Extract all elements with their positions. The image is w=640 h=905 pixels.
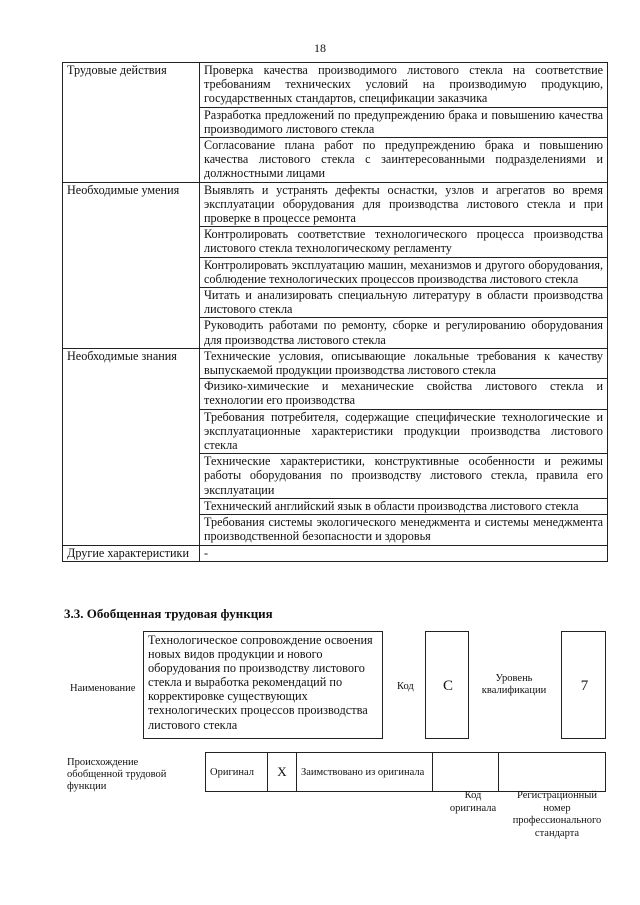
code-caption: Код оригинала bbox=[449, 790, 497, 814]
row-item: Читать и анализировать специальную литературу в области производства листового стекла bbox=[200, 288, 608, 318]
table-row bbox=[63, 545, 608, 561]
borrowed-label: Заимствовано из оригинала bbox=[297, 753, 433, 792]
row-item: Требования системы экологического менеджмента и системы менеджмента производственной безопасности и здоровья bbox=[200, 515, 608, 545]
row-label: Необходимые умения bbox=[63, 182, 200, 348]
table-row bbox=[63, 63, 608, 108]
code-value: C bbox=[442, 678, 453, 694]
row-label: Другие характеристики bbox=[63, 545, 200, 561]
page-number: 18 bbox=[314, 41, 326, 55]
row-label: Необходимые знания bbox=[63, 348, 200, 545]
row-item: Руководить работами по ремонту, сборке и регулированию оборудования для производства листового стекла bbox=[200, 318, 608, 348]
level-label: Уровень квалификации bbox=[481, 673, 547, 696]
function-name-box bbox=[143, 631, 383, 739]
labor-function-table bbox=[62, 62, 608, 562]
row-item: Контролировать эксплуатацию машин, механизмов и другого оборудования, соблюдение технологических процессов производства листового стекла bbox=[200, 257, 608, 287]
section-heading: 3.3. Обобщенная трудовая функция bbox=[64, 606, 273, 621]
level-value: 7 bbox=[580, 678, 589, 694]
origin-code-cell bbox=[433, 753, 499, 792]
level-box bbox=[561, 631, 606, 739]
reg-number-cell bbox=[499, 753, 606, 792]
row-item: Технические условия, описывающие локальные требования к качеству выпускаемой продукции производства листового стекла bbox=[200, 348, 608, 378]
row-item: Выявлять и устранять дефекты оснастки, узлов и агрегатов во время эксплуатации оборудования для производства листового стекла и при проверке в процессе ремонта bbox=[200, 182, 608, 227]
reg-caption: Регистрационный номер профессионального стандарта bbox=[512, 790, 602, 839]
row-item: Проверка качества производимого листового стекла на соответствие требованиям технических условий на производимую продукцию, государственных стандартов, спецификации заказчика bbox=[200, 63, 608, 108]
row-item: Технический английский язык в области производства листового стекла bbox=[200, 498, 608, 514]
origin-table bbox=[205, 752, 606, 792]
origin-label: Происхождение обобщенной трудовой функции bbox=[67, 757, 167, 792]
original-mark: X bbox=[268, 753, 297, 792]
table-row bbox=[63, 348, 608, 378]
original-label: Оригинал bbox=[206, 753, 268, 792]
row-item: Контролировать соответствие технологического процесса производства листового стекла технологическому регламенту bbox=[200, 227, 608, 257]
row-item: Технические характеристики, конструктивные особенности и режимы работы оборудования по производству листового стекла, правила его эксплуатации bbox=[200, 454, 608, 499]
code-box bbox=[425, 631, 469, 739]
row-item: - bbox=[200, 545, 608, 561]
row-item: Физико-химические и механические свойства листового стекла и технологии его производства bbox=[200, 379, 608, 409]
row-item: Согласование плана работ по предупреждению брака и повышению качества листового стекла с заинтересованными подразделениями и должностными лицами bbox=[200, 138, 608, 183]
table-row bbox=[63, 182, 608, 227]
row-item: Разработка предложений по предупреждению брака и повышению качества производимого листового стекла bbox=[200, 107, 608, 137]
function-name-value: Технологическое сопровождение освоения новых видов продукции и нового оборудования по производству листового стекла и выработка рекомендаций по корректировке существующих технологических процессов производства листового стекла bbox=[148, 633, 373, 732]
name-label: Наименование bbox=[70, 683, 136, 694]
code-label: Код bbox=[397, 681, 414, 692]
row-label: Трудовые действия bbox=[63, 63, 200, 183]
row-item: Требования потребителя, содержащие специфические технологические и эксплуатационные характеристики продукции производства листового стекла bbox=[200, 409, 608, 454]
